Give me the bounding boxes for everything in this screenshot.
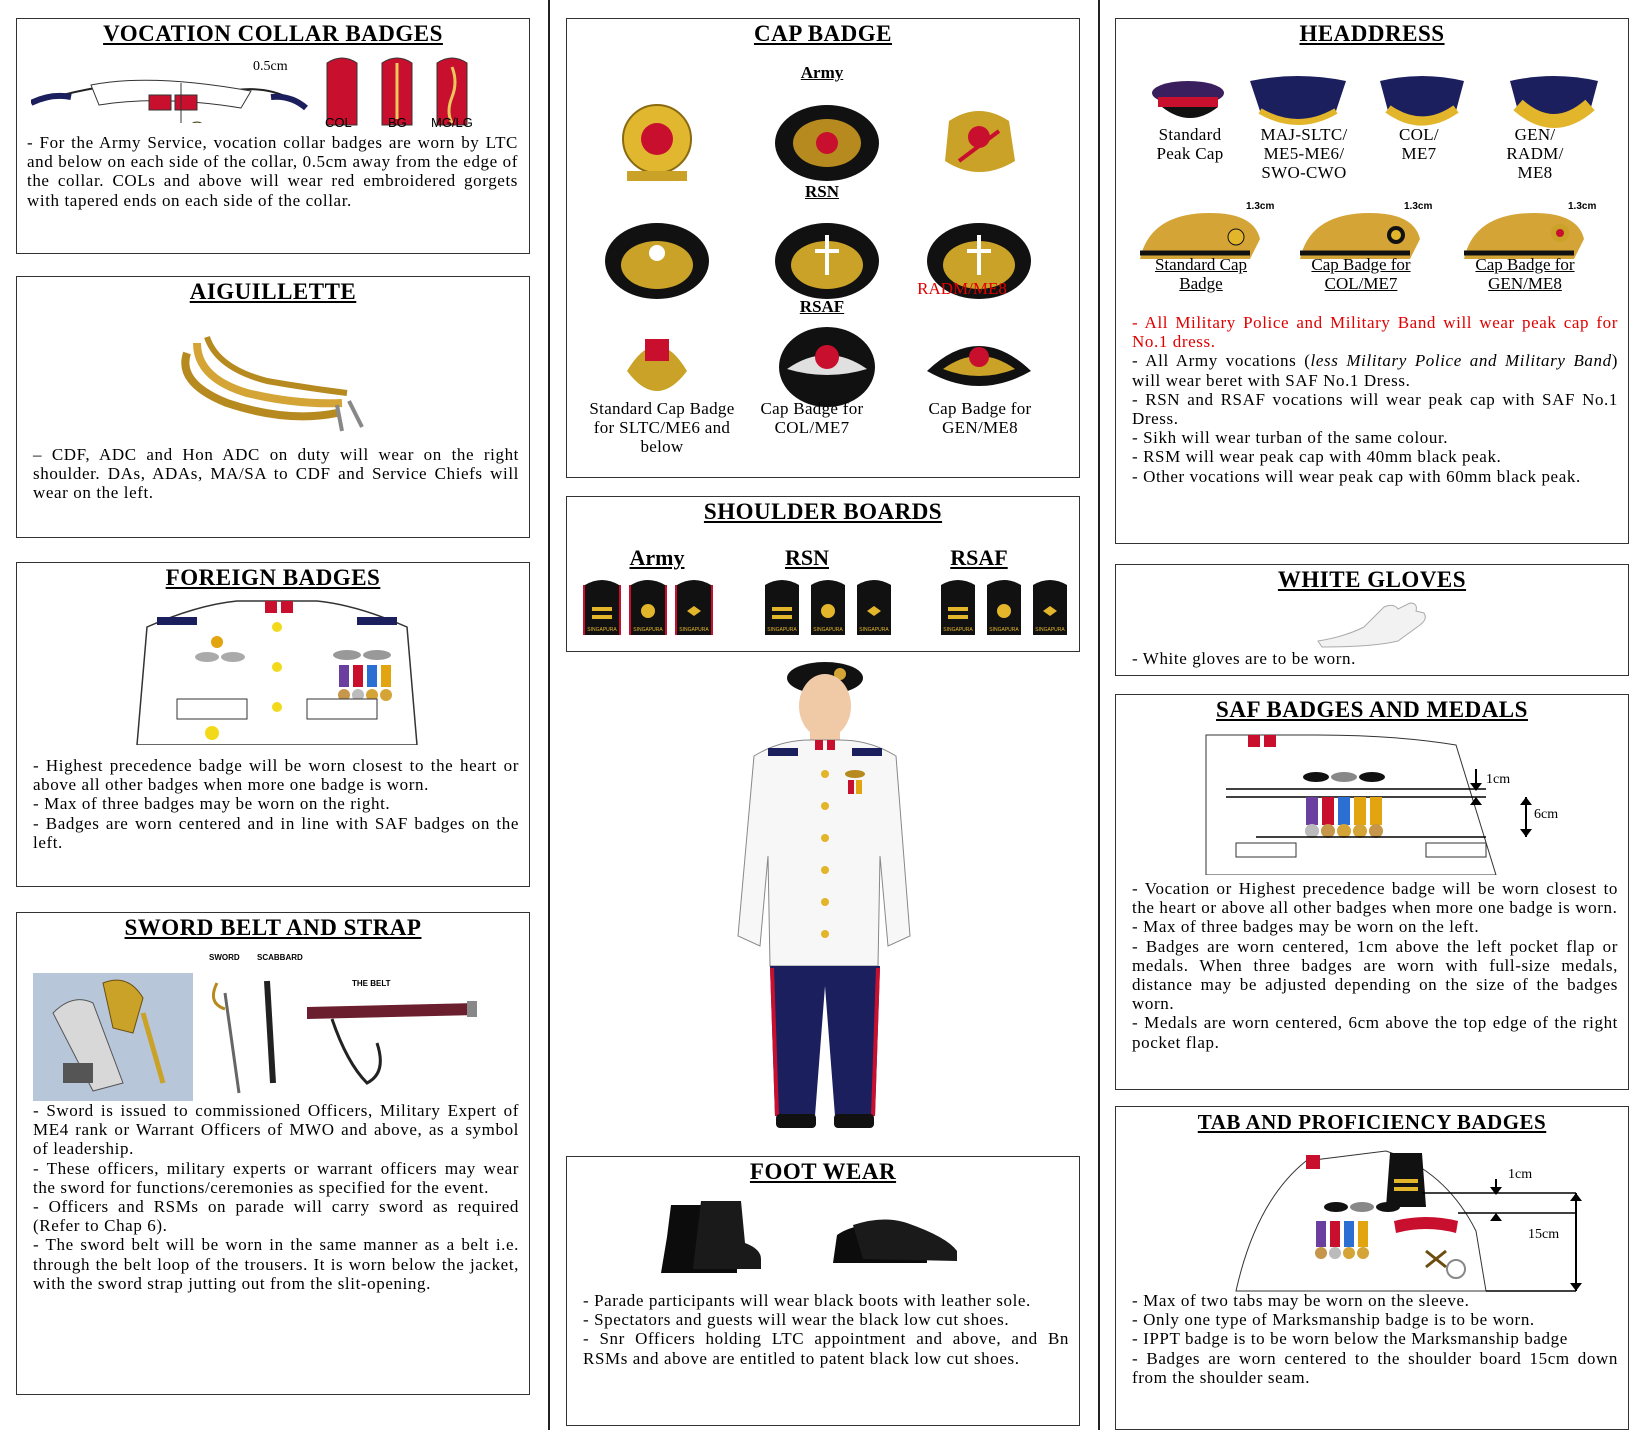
sword-line: - The sword belt will be worn in the same manner as a belt i.e. through the belt loop of the trousers. It is worn below the jacket, with the sword strap jutting out from the slit-opening. <box>33 1235 519 1293</box>
headdress-cap-maj: MAJ-SLTC/ ME5-ME6/ SWO-CWO <box>1260 125 1348 182</box>
gorget-label-mglg: MG/LG <box>431 115 473 130</box>
gorget-label-bg: BG <box>388 115 407 130</box>
board-text: SINGAPURA <box>813 627 843 633</box>
tab-measure-1: 1cm <box>1508 1167 1533 1182</box>
board-text: SINGAPURA <box>679 627 709 633</box>
medals-line: - Badges are worn centered, 1cm above the left pocket flap or medals. When three badges are worn with full-size medals, distance may be adjusted depending on the size of the badges worn. <box>1132 936 1618 1014</box>
shoulder-boards-panel <box>566 496 1080 652</box>
sleeve-diagram <box>1226 1141 1626 1301</box>
shoulder-group-rsaf: RSAF <box>950 545 1008 570</box>
belt-diagram-label: THE BELT <box>352 979 391 988</box>
panel-title: WHITE GLOVES <box>1277 567 1467 592</box>
sword-photo <box>33 973 193 1101</box>
medals-diagram <box>1196 725 1576 875</box>
sword-line: - Officers and RSMs on parade will carry sword as required (Refer to Chap 6). <box>33 1197 519 1236</box>
cap-badge-panel <box>566 18 1080 478</box>
shoulder-group-army: Army <box>629 545 685 570</box>
panel-title: CAP BADGE <box>753 21 893 46</box>
panel-title: FOOT WEAR <box>749 1159 897 1184</box>
medals-measure-1: 1cm <box>1486 772 1511 787</box>
column-divider-left <box>548 0 550 1430</box>
foreign-badges-panel <box>16 562 530 887</box>
cap-caption-standard: Standard Cap Badge for SLTC/ME6 and below <box>589 399 735 456</box>
sword-text <box>33 1101 519 1293</box>
panel-title: FOREIGN BADGES <box>165 565 381 590</box>
medals-text <box>1132 879 1618 1052</box>
beret-measure-2: 1.3cm <box>1404 201 1433 212</box>
panel-title: SHOULDER BOARDS <box>703 499 943 524</box>
headdress-line: - RSN and RSAF vocations will wear peak cap with SAF No.1 Dress. <box>1132 389 1618 429</box>
tab-line: - IPPT badge is to be worn below the Marksmanship badge <box>1132 1329 1568 1349</box>
footwear-text <box>583 1291 1069 1368</box>
board-text: SINGAPURA <box>767 627 797 633</box>
medals-line: - Medals are worn centered, 6cm above the top edge of the right pocket flap. <box>1132 1013 1618 1052</box>
headdress-line: - Other vocations will wear peak cap with 60mm black peak. <box>1132 466 1581 486</box>
medals-measure-2: 6cm <box>1534 807 1559 822</box>
column-divider-right <box>1098 0 1100 1430</box>
beret-measure-3: 1.3cm <box>1568 201 1597 212</box>
panel-title: SAF BADGES AND MEDALS <box>1216 697 1528 722</box>
saf-badges-medals-panel <box>1115 694 1629 1090</box>
panel-title: VOCATION COLLAR BADGES <box>103 21 443 46</box>
rsn-subtitle: RSN <box>804 182 839 201</box>
footwear-line: - Snr Officers holding LTC appointment and above, and Bn RSMs and above are entitled to patent black low cut shoes. <box>583 1329 1069 1368</box>
headdress-line-army: - All Army vocations (less Military Police and Military Band) will wear beret with SAF No.1 Dress. <box>1132 351 1618 390</box>
sword-belt-panel <box>16 912 530 1395</box>
gorget-label-col: COL <box>325 115 352 130</box>
shoulder-group-rsn: RSN <box>784 545 829 570</box>
collar-measure: 0.5cm <box>253 59 288 74</box>
beret-caption-standard: Standard Cap Badge <box>1154 255 1248 293</box>
aiguillette-image <box>167 323 397 433</box>
headdress-line: - Sikh will wear turban of the same colour. <box>1132 428 1449 448</box>
headdress-panel <box>1115 18 1629 544</box>
foreign-line: - Highest precedence badge will be worn closest to the heart or above all other badges when more one badge is worn. <box>33 756 519 795</box>
aiguillette-panel <box>16 276 530 538</box>
cap-caption-gen: Cap Badge for GEN/ME8 <box>928 399 1032 437</box>
panel-title: TAB AND PROFICIENCY BADGES <box>1197 1110 1547 1134</box>
headdress-cap-standard: Standard Peak Cap <box>1156 125 1224 163</box>
jacket-diagram <box>117 587 437 745</box>
medals-line: - Max of three badges may be worn on the left. <box>1132 917 1480 937</box>
headdress-red-line: - All Military Police and Military Band will wear peak cap for No.1 dress. <box>1132 313 1618 352</box>
footwear-image <box>657 1197 977 1277</box>
foot-wear-panel <box>566 1156 1080 1426</box>
vocation-collar-badges-panel <box>16 18 530 254</box>
sword-diagram <box>197 963 517 1097</box>
board-text: SINGAPURA <box>587 627 617 633</box>
headdress-text <box>1132 313 1618 486</box>
army-cap-badges <box>587 91 1067 191</box>
tab-text <box>1132 1291 1618 1387</box>
beret-caption-col: Cap Badge for COL/ME7 <box>1311 255 1411 293</box>
scabbard-diagram-label: SCABBARD <box>257 953 303 962</box>
panel-title: SWORD BELT AND STRAP <box>124 915 422 940</box>
medals-line: - Vocation or Highest precedence badge will be worn closest to the heart or above all other badges when more one badge is worn. <box>1132 879 1618 918</box>
sword-diagram-label: SWORD <box>209 953 240 962</box>
sword-line: - These officers, military experts or warrant officers may wear the sword for functions/ceremonies as specified for the event. <box>33 1158 519 1197</box>
board-text: SINGAPURA <box>859 627 889 633</box>
tab-line: - Badges are worn centered to the shoulder board 15cm down from the shoulder seam. <box>1132 1348 1618 1387</box>
peak-caps <box>1130 71 1620 133</box>
headdress-cap-gen: GEN/ RADM/ ME8 <box>1506 125 1564 182</box>
panel-title: AIGUILLETTE <box>189 279 357 304</box>
tab-measure-2: 15cm <box>1528 1227 1560 1242</box>
radm-label: RADM/ME8 <box>917 279 1007 298</box>
footwear-line: - Parade participants will wear black boots with leather sole. <box>583 1291 1031 1310</box>
vocation-text: - For the Army Service, vocation collar badges are worn by LTC and below on each side of the collar, 0.5cm away from the edge of the collar. COLs and above will wear red embroidered gorgets with tapered ends on each side of the collar. <box>27 133 519 210</box>
shoulder-boards-image <box>577 575 1067 639</box>
headdress-cap-col: COL/ ME7 <box>1399 125 1439 163</box>
aiguillette-text: – CDF, ADC and Hon ADC on duty will wear on the right shoulder. DAs, ADAs, MA/SA to CDF and Service Chiefs will wear on the left. <box>33 445 519 503</box>
board-text: SINGAPURA <box>633 627 663 633</box>
army-subtitle: Army <box>800 63 844 82</box>
rsaf-cap-badges <box>587 321 1067 411</box>
foreign-line: - Badges are worn centered and in line with SAF badges on the left. <box>33 813 519 852</box>
beret-caption-gen: Cap Badge for GEN/ME8 <box>1475 255 1575 293</box>
tab-line: - Only one type of Marksmanship badge is to be worn. <box>1132 1310 1535 1330</box>
foreign-line: - Max of three badges may be worn on the right. <box>33 794 391 814</box>
board-text: SINGAPURA <box>989 627 1019 633</box>
gloves-text: - White gloves are to be worn. <box>1132 649 1356 668</box>
headdress-line: - RSM will wear peak cap with 40mm black peak. <box>1132 447 1502 467</box>
white-gloves-panel <box>1115 564 1629 676</box>
foreign-text <box>33 756 519 852</box>
tab-line: - Max of two tabs may be worn on the sleeve. <box>1132 1291 1470 1310</box>
officer-uniform-figure <box>710 656 940 1132</box>
board-text: SINGAPURA <box>1035 627 1065 633</box>
rsaf-subtitle: RSAF <box>799 297 845 316</box>
footwear-line: - Spectators and guests will wear the black low cut shoes. <box>583 1310 1010 1330</box>
gloves-image <box>1314 597 1434 649</box>
board-text: SINGAPURA <box>943 627 973 633</box>
panel-title: HEADDRESS <box>1299 21 1445 46</box>
sword-line: - Sword is issued to commissioned Officers, Military Expert of ME4 rank or Warrant Officers of MWO and above, as a symbol of leadership. <box>33 1101 519 1159</box>
tab-proficiency-badges-panel <box>1115 1106 1629 1430</box>
beret-measure-1: 1.3cm <box>1246 201 1275 212</box>
cap-caption-col: Cap Badge for COL/ME7 <box>760 399 864 437</box>
